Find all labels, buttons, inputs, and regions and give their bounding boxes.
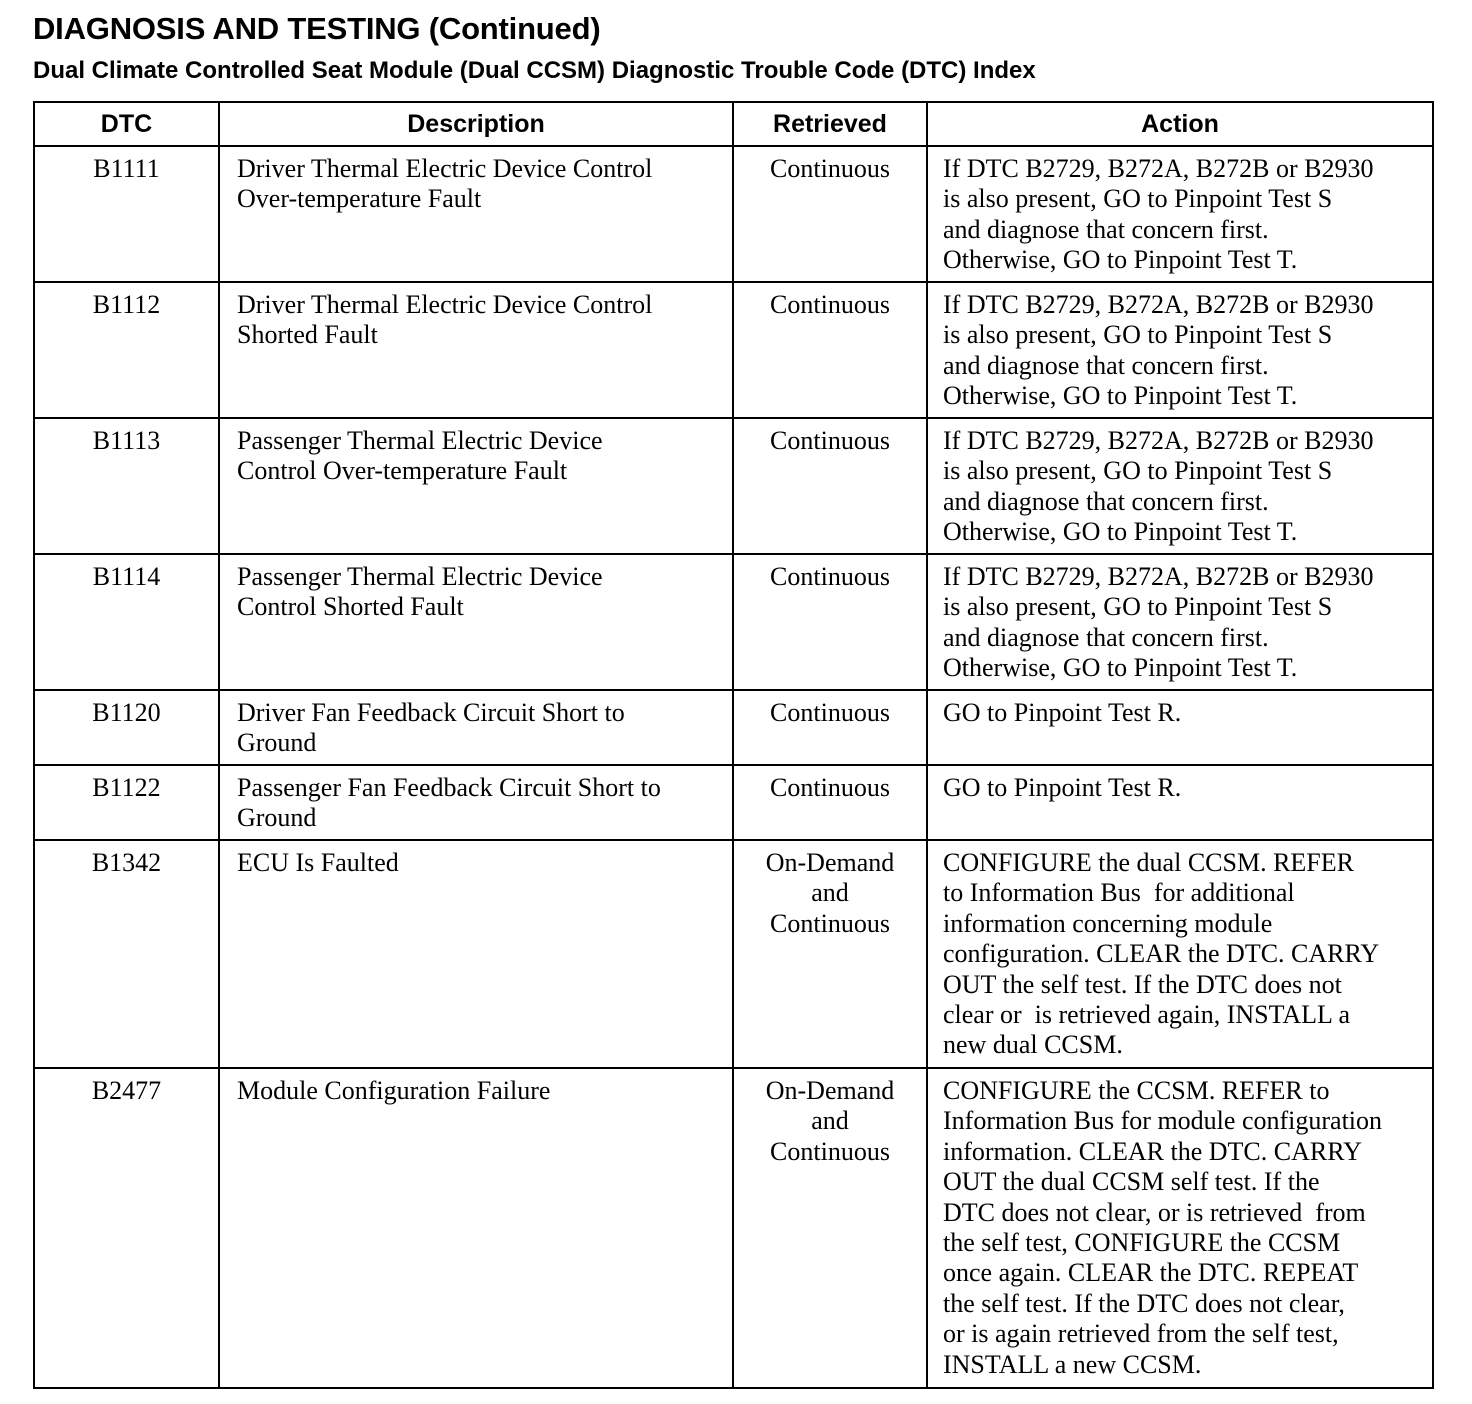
description-cell xyxy=(219,840,733,1068)
action-text-line: OUT the dual CCSM self test. If the xyxy=(943,1167,1320,1197)
action-text-line: and diagnose that concern first. xyxy=(943,486,1269,516)
action-text-line: CONFIGURE the CCSM. REFER to xyxy=(943,1076,1330,1105)
action-text-line: to Information Bus for additional xyxy=(943,878,1295,908)
retrieved-cell xyxy=(733,1068,927,1388)
action-text-line: is also present, GO to Pinpoint Test S xyxy=(943,320,1333,350)
action-text-line: If DTC B2729, B272A, B272B or B2930 xyxy=(943,154,1374,183)
action-cell xyxy=(927,840,1433,1068)
table-row xyxy=(34,765,1433,840)
action-cell xyxy=(927,690,1433,765)
action-cell xyxy=(927,765,1433,840)
action-text-line: INSTALL a new CCSM. xyxy=(943,1349,1202,1379)
action-text-line: clear or is retrieved again, INSTALL a xyxy=(943,1000,1350,1030)
retrieved-text-line: Continuous xyxy=(770,773,890,802)
action-text-line: configuration. CLEAR the DTC. CARRY xyxy=(943,939,1380,969)
retrieved-cell xyxy=(733,146,927,282)
action-text-line: the self test, CONFIGURE the CCSM xyxy=(943,1228,1341,1258)
action-text-line: OUT the self test. If the DTC does not xyxy=(943,969,1342,999)
retrieved-text-line: and xyxy=(811,878,849,908)
table-row xyxy=(34,554,1433,690)
action-text-line: Otherwise, GO to Pinpoint Test T. xyxy=(943,517,1298,547)
action-cell xyxy=(927,146,1433,282)
table-row xyxy=(34,690,1433,765)
dtc-cell xyxy=(34,765,219,840)
action-text-line: new dual CCSM. xyxy=(943,1030,1123,1060)
action-cell xyxy=(927,418,1433,554)
retrieved-cell xyxy=(733,554,927,690)
description-text-line: Driver Thermal Electric Device Control xyxy=(237,290,653,319)
description-text-line: Control Over-temperature Fault xyxy=(237,456,568,486)
dtc-text-line: B1112 xyxy=(92,290,161,319)
action-text-line: DTC does not clear, or is retrieved from xyxy=(943,1197,1366,1227)
action-text-line: and diagnose that concern first. xyxy=(943,350,1269,380)
dtc-cell xyxy=(34,554,219,690)
table-header-row xyxy=(34,102,1433,146)
description-text-line: Driver Fan Feedback Circuit Short to xyxy=(237,698,625,727)
retrieved-text-line: Continuous xyxy=(770,290,890,319)
description-cell xyxy=(219,1068,733,1388)
description-cell xyxy=(219,282,733,418)
dtc-text-line: B2477 xyxy=(91,1076,162,1105)
retrieved-cell xyxy=(733,282,927,418)
retrieved-text-line: Continuous xyxy=(770,698,890,727)
column-header-retrieved: Retrieved xyxy=(733,102,927,146)
action-text-line: If DTC B2729, B272A, B272B or B2930 xyxy=(943,562,1374,591)
action-text-line: Otherwise, GO to Pinpoint Test T. xyxy=(943,245,1298,275)
retrieved-text-line: Continuous xyxy=(770,426,890,455)
action-text-line: Otherwise, GO to Pinpoint Test T. xyxy=(943,653,1298,683)
column-header-action: Action xyxy=(927,102,1433,146)
description-cell xyxy=(219,418,733,554)
column-header-dtc: DTC xyxy=(34,102,219,146)
action-cell xyxy=(927,1068,1433,1388)
action-text-line: GO to Pinpoint Test R. xyxy=(943,773,1182,802)
dtc-text-line: B1111 xyxy=(93,154,160,183)
retrieved-text-line: Continuous xyxy=(770,1136,890,1166)
action-text-line: Information Bus for module configuration xyxy=(943,1106,1383,1136)
retrieved-text-line: Continuous xyxy=(770,562,890,591)
description-text-line: Ground xyxy=(237,728,317,758)
dtc-index-table xyxy=(33,101,1434,1389)
retrieved-cell xyxy=(733,418,927,554)
description-text-line: Ground xyxy=(237,803,317,833)
table-row xyxy=(34,840,1433,1068)
action-text-line: is also present, GO to Pinpoint Test S xyxy=(943,456,1333,486)
action-text-line: Otherwise, GO to Pinpoint Test T. xyxy=(943,381,1298,411)
dtc-cell xyxy=(34,146,219,282)
dtc-text-line: B1113 xyxy=(92,426,161,455)
description-text-line: ECU Is Faulted xyxy=(237,848,399,877)
action-text-line: once again. CLEAR the DTC. REPEAT xyxy=(943,1258,1359,1288)
action-text-line: CONFIGURE the dual CCSM. REFER xyxy=(943,848,1354,877)
dtc-cell xyxy=(34,418,219,554)
dtc-cell xyxy=(34,690,219,765)
action-text-line: the self test. If the DTC does not clear, xyxy=(943,1288,1345,1318)
description-text-line: Passenger Thermal Electric Device xyxy=(237,426,603,455)
dtc-cell xyxy=(34,282,219,418)
retrieved-text-line: Continuous xyxy=(770,908,890,938)
dtc-text-line: B1342 xyxy=(91,848,162,877)
action-text-line: If DTC B2729, B272A, B272B or B2930 xyxy=(943,426,1374,455)
retrieved-text-line: On-Demand xyxy=(765,848,895,877)
description-text-line: Over-temperature Fault xyxy=(237,184,482,214)
retrieved-cell xyxy=(733,840,927,1068)
description-cell xyxy=(219,146,733,282)
retrieved-cell xyxy=(733,765,927,840)
description-text-line: Shorted Fault xyxy=(237,320,378,350)
action-text-line: information concerning module xyxy=(943,908,1273,938)
dtc-text-line: B1114 xyxy=(92,562,161,591)
action-text-line: is also present, GO to Pinpoint Test S xyxy=(943,184,1333,214)
table-row xyxy=(34,146,1433,282)
table-row xyxy=(34,418,1433,554)
table-row xyxy=(34,1068,1433,1388)
action-text-line: is also present, GO to Pinpoint Test S xyxy=(943,592,1333,622)
action-text-line: and diagnose that concern first. xyxy=(943,622,1269,652)
description-text-line: Driver Thermal Electric Device Control xyxy=(237,154,653,183)
description-text-line: Module Configuration Failure xyxy=(237,1076,551,1105)
action-cell xyxy=(927,554,1433,690)
description-text-line: Passenger Thermal Electric Device xyxy=(237,562,603,591)
table-row xyxy=(34,282,1433,418)
description-cell xyxy=(219,690,733,765)
action-text-line: GO to Pinpoint Test R. xyxy=(943,698,1182,727)
action-cell xyxy=(927,282,1433,418)
action-text-line: If DTC B2729, B272A, B272B or B2930 xyxy=(943,290,1374,319)
retrieved-text-line: Continuous xyxy=(770,154,890,183)
dtc-text-line: B1120 xyxy=(92,698,161,727)
page-title: DIAGNOSIS AND TESTING (Continued) xyxy=(33,11,601,46)
dtc-cell xyxy=(34,1068,219,1388)
retrieved-text-line: and xyxy=(811,1106,849,1136)
table-title: Dual Climate Controlled Seat Module (Dual CCSM) Diagnostic Trouble Code (DTC) Index xyxy=(33,57,1036,84)
dtc-cell xyxy=(34,840,219,1068)
retrieved-cell xyxy=(733,690,927,765)
action-text-line: and diagnose that concern first. xyxy=(943,214,1269,244)
retrieved-text-line: On-Demand xyxy=(765,1076,895,1105)
action-text-line: information. CLEAR the DTC. CARRY xyxy=(943,1136,1362,1166)
description-cell xyxy=(219,554,733,690)
action-text-line: or is again retrieved from the self test, xyxy=(943,1319,1339,1349)
description-text-line: Passenger Fan Feedback Circuit Short to xyxy=(237,773,661,802)
description-text-line: Control Shorted Fault xyxy=(237,592,464,622)
column-header-description: Description xyxy=(219,102,733,146)
dtc-text-line: B1122 xyxy=(92,773,161,802)
description-cell xyxy=(219,765,733,840)
